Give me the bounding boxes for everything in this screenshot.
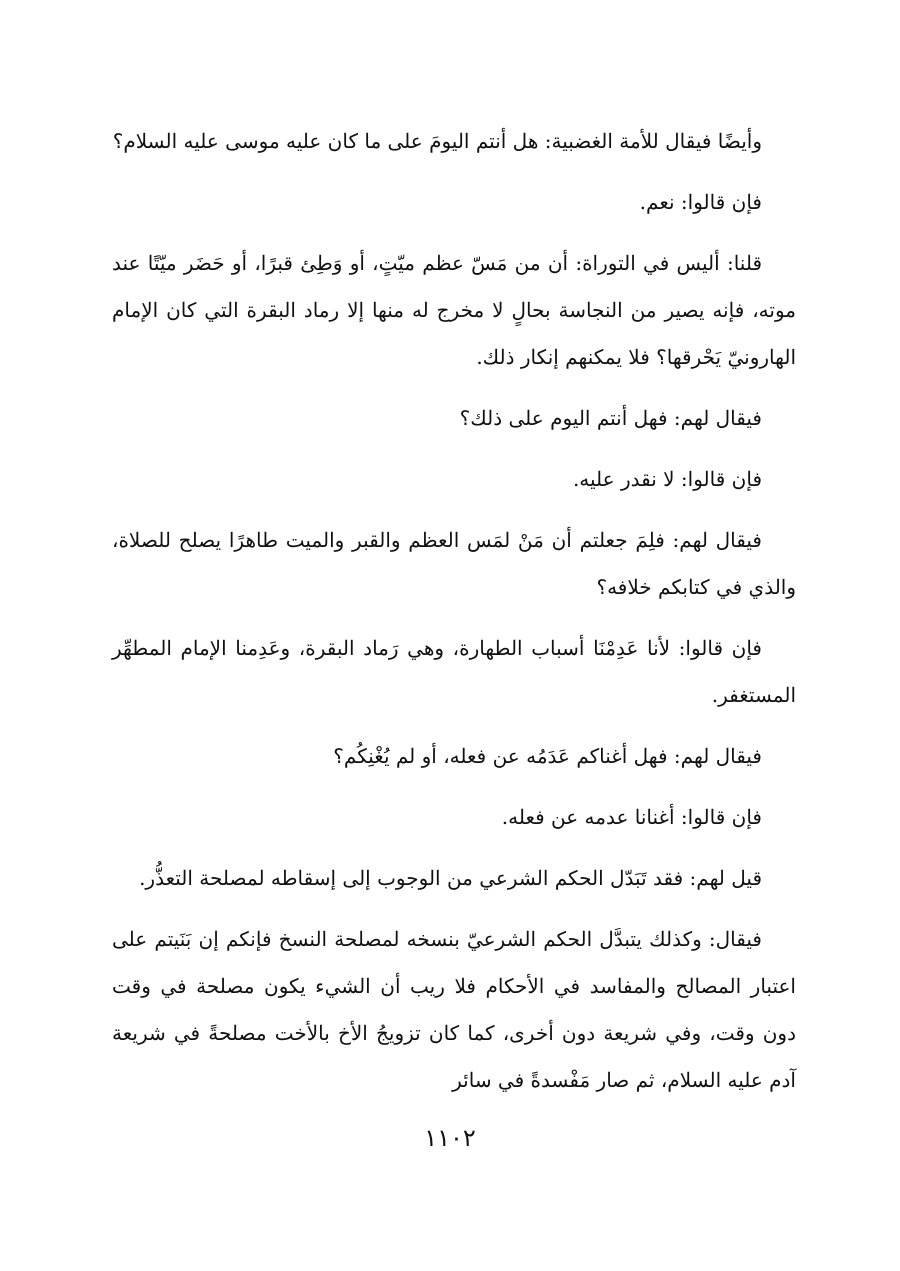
paragraph: فيقال لهم: فلِمَ جعلتم أن مَنْ لمَس العظم والقبر والميت طاهرًا يصلح للصلاة، والذي في كتابكم خلافه؟ [112,528,796,599]
paragraph: قيل لهم: فقد تَبَدّل الحكم الشرعي من الوجوب إلى إسقاطه لمصلحة التعذُّر. [139,866,762,890]
body-text [112,118,796,1118]
paragraph: فإن قالوا: لأنا عَدِمْنَا أسباب الطهارة، وهي رَماد البقرة، وعَدِمنا الإمام المطهِّر المستغفر. [112,636,796,707]
paragraph: فيقال: وكذلك يتبدَّل الحكم الشرعيّ بنسخه لمصلحة النسخ فإنكم إن بَنَيتم على اعتبار المصالح والمفاسد في الأحكام فلا ريب أن الشيء يكون مصلحة في وقت دون وقت، وفي شريعة دون أخرى، كما كان تزويجُ الأخ بالأخت مصلحةً في شريعة آدم عليه السلام، ثم صار مَفْسدةً في سائر [112,927,796,1092]
paragraph: فيقال لهم: فهل أغناكم عَدَمُه عن فعله، أو لم يُغْنِكُم؟ [333,744,762,768]
paragraph: فإن قالوا: أغنانا عدمه عن فعله. [501,805,762,829]
paragraph: فيقال لهم: فهل أنتم اليوم على ذلك؟ [459,406,762,430]
page-number: ١١٠٢ [424,1124,476,1152]
paragraph: وأيضًا فيقال للأمة الغضبية: هل أنتم اليومَ على ما كان عليه موسى عليه السلام؟ [112,129,762,153]
paragraph: فإن قالوا: نعم. [639,190,762,214]
paragraph: قلنا: أليس في التوراة: أن من مَسّ عظم ميّتٍ، أو وَطِئ قبرًا، أو حَضَر ميّتًا عند موته، فإنه يصير من النجاسة بحالٍ لا مخرج له منها إلا رماد البقرة التي كان الإمام الهارونيّ يَحْرقها؟ فلا يمكنهم إنكار ذلك. [112,251,796,369]
paragraph: فإن قالوا: لا نقدر عليه. [572,467,762,491]
